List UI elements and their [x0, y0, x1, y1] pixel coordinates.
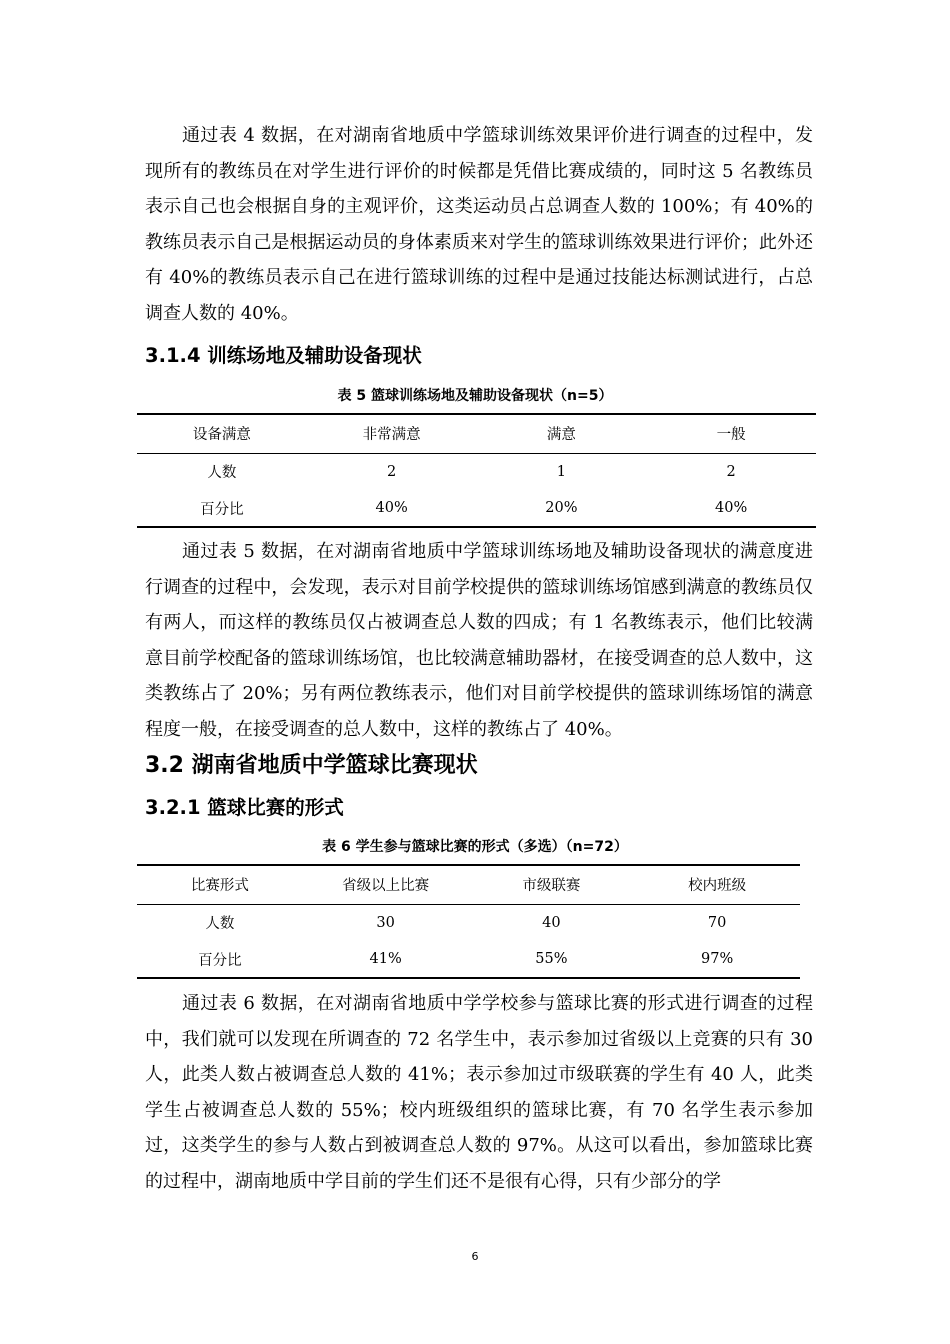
paragraph-table5-analysis: 通过表 5 数据，在对湖南省地质中学篮球训练场地及辅助设备现状的满意度进行调查的过程中，会发现，表示对目前学校提供的篮球训练场馆感到满意的教练员仅有两人，而这样的教练员仅占被调查总人数的四成；有 1 名教练表示，他们比较满意目前学校配备的篮球训练场馆，也比较满意辅助器材，在接受调查的总人数中，这类教练占了 20%；另有两位教练表示，他们对目前学校提供的篮球训练场馆的满意程度一般，在接受调查的总人数中，这样的教练占了 40%。: [145, 541, 813, 740]
table-cell: 1: [556, 463, 566, 480]
table-row: [137, 490, 816, 527]
table6: [137, 864, 800, 979]
table-header-cell: 满意: [477, 414, 647, 453]
table-cell: 人数: [207, 465, 237, 482]
table-row: [137, 904, 800, 941]
table5: [137, 413, 816, 528]
table-cell: 40%: [646, 490, 816, 527]
table-cell: 40%: [307, 490, 477, 527]
table-cell: 70: [707, 914, 727, 931]
table-header-cell: 市级联赛: [469, 865, 635, 904]
table-cell: 40: [542, 914, 561, 931]
table-row: [137, 453, 816, 490]
table6-caption: 表 6 学生参与篮球比赛的形式（多选）（n=72）: [322, 839, 628, 855]
table-row: [137, 941, 800, 978]
section-heading-3-2: 3.2 湖南省地质中学篮球比赛现状: [145, 753, 478, 778]
table-header-row: [137, 865, 800, 904]
page-number: 6: [471, 1250, 479, 1263]
table-cell: 人数: [205, 916, 235, 933]
table-cell: 百分比: [137, 941, 303, 978]
paragraph-table4-analysis: 通过表 4 数据，在对湖南省地质中学篮球训练效果评价进行调查的过程中，发现所有的教练员在对学生进行评价的时候都是凭借比赛成绩的，同时这 5 名教练员表示自己也会根据自身的主观评价，这类运动员占总调查人数的 100%；有 40%的教练员表示自己是根据运动员的身体素质来对学生的篮球训练效果进行评价；此外还有 40%的教练员表示自己在进行篮球训练的过程中是通过技能达标测试进行，占总调查人数的 40%。: [145, 125, 813, 324]
table-cell: 97%: [634, 941, 800, 978]
table-cell: 30: [376, 914, 395, 931]
table-cell: 55%: [469, 941, 635, 978]
table-header-cell: 一般: [646, 414, 816, 453]
table-cell: 2: [726, 463, 736, 480]
section-heading-3-2-1: 3.2.1 篮球比赛的形式: [145, 796, 344, 819]
section-heading-3-1-4: 3.1.4 训练场地及辅助设备现状: [145, 344, 422, 367]
table-cell: 20%: [477, 490, 647, 527]
table-cell: 2: [387, 463, 397, 480]
table-header-cell: 非常满意: [307, 414, 477, 453]
table-header-cell: 比赛形式: [137, 865, 303, 904]
table-header-cell: 设备满意: [137, 414, 307, 453]
table-header-cell: 校内班级: [634, 865, 800, 904]
table-header-cell: 省级以上比赛: [303, 865, 469, 904]
table5-caption: 表 5 篮球训练场地及辅助设备现状（n=5）: [337, 388, 613, 404]
paragraph-table6-analysis: 通过表 6 数据，在对湖南省地质中学学校参与篮球比赛的形式进行调查的过程中，我们就可以发现在所调查的 72 名学生中，表示参加过省级以上竞赛的只有 30 人，此类人数占被调查总人数的 41%；表示参加过市级联赛的学生有 40 人，此类学生占被调查总人数的 55%；校内班级组织的篮球比赛，有 70 名学生表示参加过，这类学生的参与人数占到被调查总人数的 97%。从这可以看出，参加篮球比赛的过程中，湖南地质中学目前的学生们还不是很有心得，只有少部分的学: [145, 993, 813, 1192]
table-cell: 41%: [303, 941, 469, 978]
table-cell: 百分比: [137, 490, 307, 527]
table-header-row: [137, 414, 816, 453]
